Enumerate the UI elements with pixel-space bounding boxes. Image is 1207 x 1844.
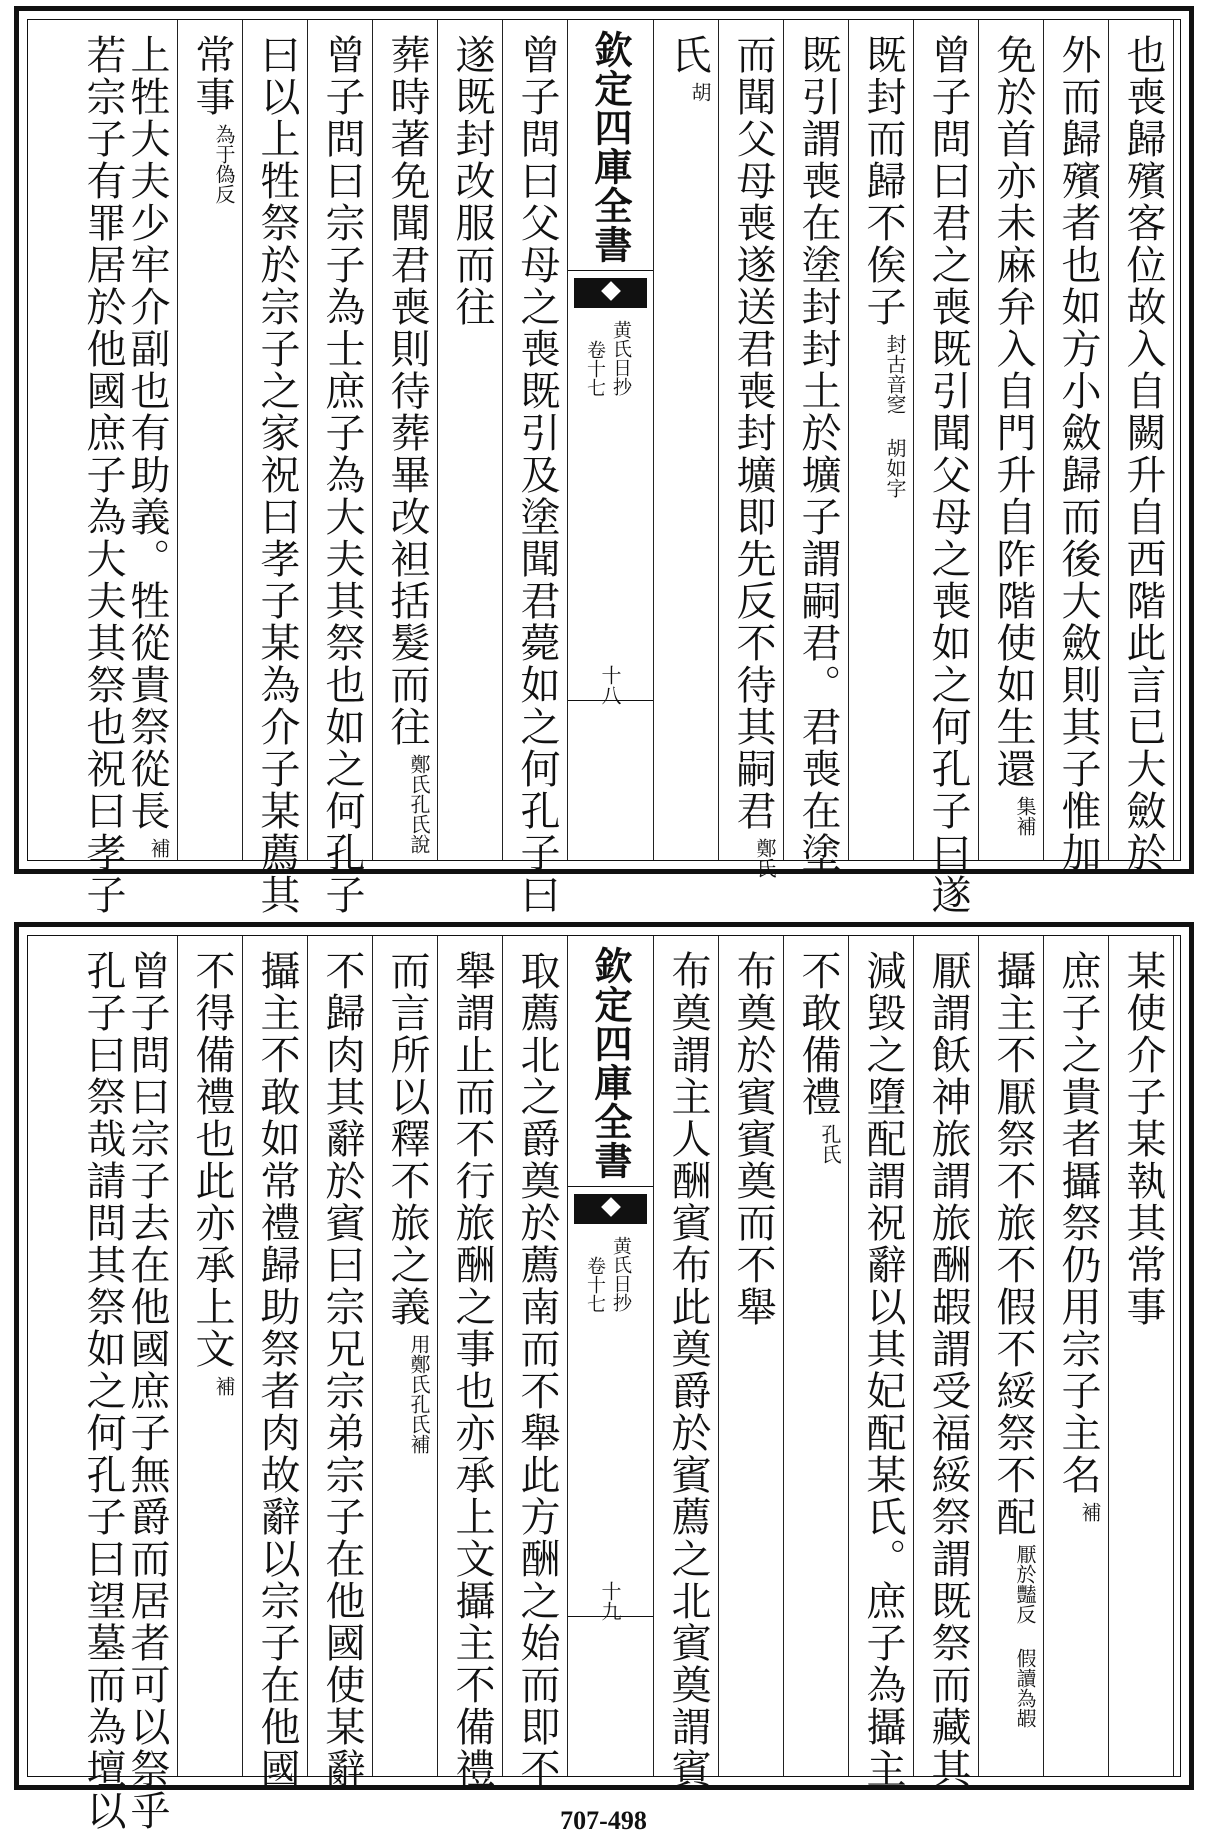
text-column <box>849 20 914 860</box>
column-annotation: 鄭氏孔氏說 <box>407 754 431 854</box>
column-text: 若宗子有罪居於他國庶子為大夫其祭也祝曰孝子 <box>80 34 126 916</box>
text-column <box>243 936 308 1790</box>
text-column <box>914 20 979 916</box>
column-text: 布奠於賓賓奠而不舉 <box>730 950 776 1328</box>
book-title: 欽定四庫全書 <box>588 30 633 264</box>
text-column <box>308 936 373 1790</box>
divider <box>568 1186 653 1187</box>
text-column <box>914 936 979 1790</box>
column-text: 曾子問曰宗子去在他國庶子無爵而居者可以祭乎 <box>124 950 170 1832</box>
leaf-number: 十八 <box>598 665 622 705</box>
column-text: 葬時著免聞君喪則待葬畢改袒括髮而往 <box>384 34 430 748</box>
column-text: 曾子問曰宗子為士庶子為大夫其祭也如之何孔子 <box>319 34 365 916</box>
text-column <box>1109 20 1174 874</box>
text-column <box>654 936 719 1790</box>
column-text: 厭謂飫神旅謂旅酬嘏謂受福綏祭謂既祭而藏其 <box>925 950 971 1790</box>
text-column <box>503 936 568 1790</box>
column-text: 而聞父母喪遂送君喪封壙即先反不待其嗣君 <box>730 34 776 832</box>
column-text: 某使介子某執其常事 <box>1120 950 1166 1328</box>
column-text: 不敢備禮 <box>795 950 841 1118</box>
text-column <box>48 20 133 916</box>
column-text: 而言所以釋不旅之義 <box>384 950 430 1328</box>
column-annotation: 為于偽反 <box>212 124 236 204</box>
top-page <box>14 6 1194 916</box>
fishtail-emblem-icon <box>574 278 647 308</box>
fishtail-emblem-icon <box>574 1194 647 1224</box>
column-text: 氏 <box>665 34 711 76</box>
volume-label: 卷十七 <box>584 340 606 397</box>
text-column <box>308 20 373 916</box>
book-name: 黄氏日抄 <box>610 1236 632 1312</box>
column-text: 舉謂止而不行旅酬之事也亦承上文攝主不備禮 <box>449 950 495 1790</box>
text-column <box>373 936 438 1776</box>
column-annotation: 封古音窆 胡如字 <box>883 334 907 498</box>
text-column <box>438 20 503 860</box>
text-column <box>1044 936 1109 1776</box>
column-text: 外而歸殯者也如方小斂歸而後大斂則其子惟加 <box>1055 34 1101 874</box>
divider <box>568 270 653 271</box>
text-column <box>178 936 243 1776</box>
center-margin-column <box>568 20 654 860</box>
column-text: 孔子曰祭哉請問其祭如之何孔子曰望墓而為壇以 <box>80 950 126 1832</box>
text-column <box>849 936 914 1790</box>
column-annotation: 孔氏 <box>818 1124 842 1164</box>
text-column <box>979 20 1044 860</box>
column-text: 曾子問曰君之喪既引聞父母之喪如之何孔子曰遂 <box>925 34 971 916</box>
text-column <box>719 936 784 1776</box>
text-column <box>654 20 719 860</box>
column-text: 攝主不厭祭不旅不假不綏祭不配 <box>990 950 1036 1538</box>
page-number: 707-498 <box>560 1806 647 1835</box>
text-column <box>48 936 133 1832</box>
column-text: 常事 <box>189 34 235 118</box>
column-text: 曾子問曰父母之喪既引及塗聞君薨如之何孔子曰 <box>514 34 560 916</box>
column-text: 不歸肉其辭於賓曰宗兄宗弟宗子在他國使某辭 <box>319 950 365 1790</box>
column-text: 也喪歸殯客位故入自闕升自西階此言已大斂於 <box>1120 34 1166 874</box>
text-column <box>979 936 1044 1776</box>
column-annotation: 集補 <box>1013 796 1037 836</box>
column-text: 既引謂喪在塗封封土於壙子謂嗣君。君喪在塗 <box>795 34 841 874</box>
column-text: 免於首亦未麻弁入自門升自阼階使如生還 <box>990 34 1036 790</box>
text-column: 而聞父母喪遂送君喪封壙即先反不待其嗣君 鄭氏 <box>719 20 784 860</box>
column-annotation: 補 <box>212 1376 236 1396</box>
text-column <box>438 936 503 1790</box>
book-name: 黄氏日抄 <box>610 320 632 396</box>
column-annotation: 厭於豔反 假讀為嘏 <box>1013 1544 1037 1728</box>
column-annotation: 補 <box>1078 1502 1102 1522</box>
leaf-number: 十九 <box>598 1581 622 1621</box>
column-text: 不得備禮也此亦承上文 <box>189 950 235 1370</box>
column-text: 庶子之貴者攝祭仍用宗子主名 <box>1055 950 1101 1496</box>
column-text: 上牲大夫少牢介副也有助義。牲從貴祭從長 <box>124 34 170 832</box>
text-column <box>784 20 849 874</box>
column-annotation: 胡 <box>688 82 712 102</box>
column-text: 攝主不敢如常禮歸助祭者肉故辭以宗子在他國 <box>254 950 300 1790</box>
text-column <box>243 20 308 916</box>
column-text: 減毀之墮配謂祝辭以其妃配某氏。庶子為攝主 <box>860 950 906 1790</box>
text-column <box>503 20 568 916</box>
text-column <box>784 936 849 1776</box>
text-column <box>178 20 243 860</box>
column-text: 曰以上牲祭於宗子之家祝曰孝子某為介子某薦其 <box>254 34 300 916</box>
text-column: 上牲大夫少牢介副也有助義。牲從貴祭從長 補 <box>113 20 178 860</box>
text-column <box>1109 936 1174 1776</box>
text-column <box>1044 20 1109 874</box>
column-text: 既封而歸不俟子 <box>860 34 906 328</box>
column-text: 布奠謂主人酬賓布此奠爵於賓薦之北賓奠謂賓 <box>665 950 711 1790</box>
column-annotation: 用鄭氏孔氏補 <box>407 1334 431 1454</box>
column-text: 取薦北之爵奠於薦南而不舉此方酬之始而即不 <box>514 950 560 1790</box>
column-text: 遂既封改服而往 <box>449 34 495 328</box>
top-page-frame <box>27 19 1181 916</box>
center-margin-column <box>568 936 654 1776</box>
text-column <box>373 20 438 860</box>
book-title: 欽定四庫全書 <box>588 946 633 1180</box>
volume-label: 卷十七 <box>584 1256 606 1313</box>
